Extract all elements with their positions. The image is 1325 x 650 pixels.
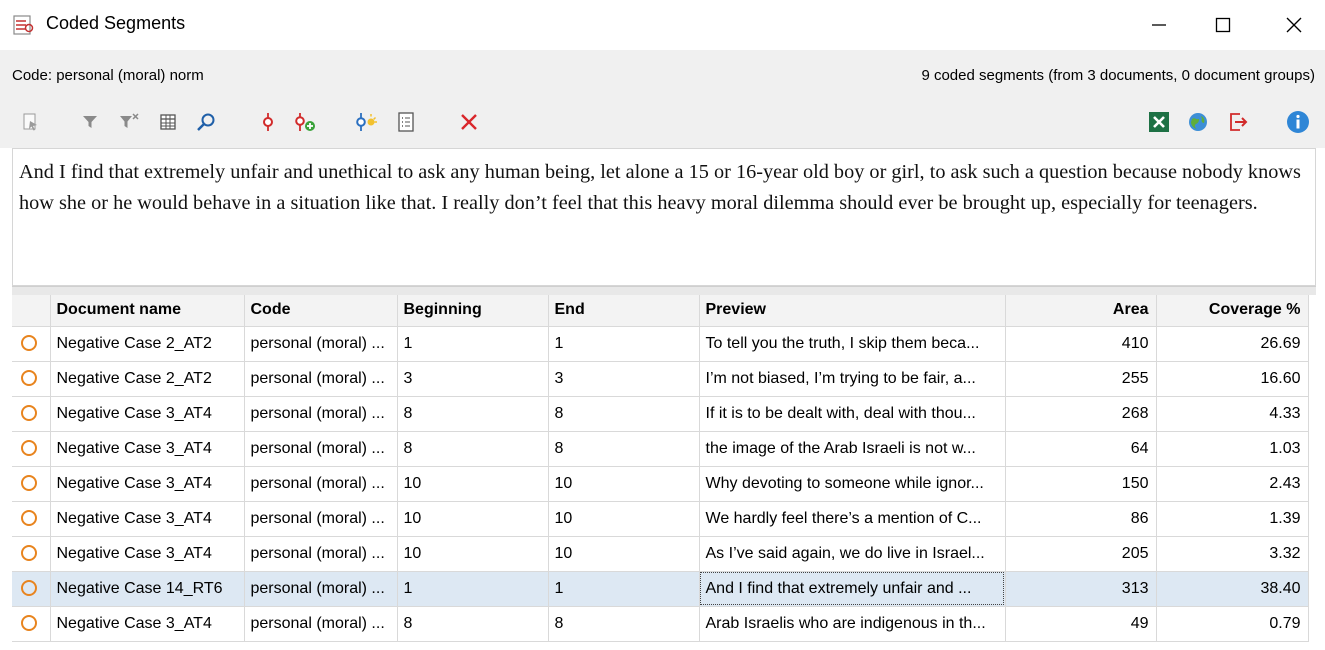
area-cell[interactable]: 150 [1005, 466, 1156, 501]
code-icon[interactable] [254, 108, 282, 136]
segment-cell-icon [12, 606, 50, 641]
web-export-icon[interactable] [1184, 108, 1212, 136]
coverage-cell[interactable]: 16.60 [1156, 361, 1308, 396]
search-icon[interactable] [192, 108, 220, 136]
beginning-cell[interactable]: 10 [397, 466, 548, 501]
delete-icon[interactable] [455, 108, 483, 136]
code-cell[interactable]: personal (moral) ... [244, 361, 397, 396]
coded-segment-icon [21, 335, 37, 351]
preview-cell[interactable]: the image of the Arab Israeli is not w... [699, 431, 1005, 466]
table-row[interactable] [12, 361, 1308, 396]
beginning-cell[interactable]: 1 [397, 571, 548, 606]
preview-cell[interactable]: I’m not biased, I’m trying to be fair, a... [699, 361, 1005, 396]
coded-segment-icon [21, 440, 37, 456]
end-cell[interactable]: 8 [548, 606, 699, 641]
beginning-cell[interactable]: 3 [397, 361, 548, 396]
info-icon[interactable] [1284, 108, 1312, 136]
export-icon[interactable] [1224, 108, 1252, 136]
segment-cell-icon [12, 466, 50, 501]
coded-segment-icon [21, 405, 37, 421]
segment-cell-icon [12, 501, 50, 536]
beginning-cell[interactable]: 8 [397, 396, 548, 431]
area-cell[interactable]: 64 [1005, 431, 1156, 466]
table-row[interactable] [12, 326, 1308, 361]
coverage-cell[interactable]: 1.39 [1156, 501, 1308, 536]
coded-segment-icon [21, 580, 37, 596]
segment-preview-text: And I find that extremely unfair and unethical to ask any human being, let alone a 15 or 16-year old boy or girl, to ask such a question because nobody knows how she or he would behave in a situation like that. I really don’t feel that this heavy moral dilemma should ever be brought up, especially for teenagers. [12, 148, 1316, 286]
table-header-row [12, 295, 1308, 326]
preview-cell[interactable]: We hardly feel there’s a mention of C... [699, 501, 1005, 536]
beginning-cell[interactable]: 10 [397, 536, 548, 571]
pane-splitter[interactable] [12, 286, 1316, 295]
activate-icon[interactable] [17, 108, 45, 136]
close-button[interactable] [1279, 10, 1309, 40]
coded-segments-app-icon [13, 14, 35, 36]
window-title: Coded Segments [46, 13, 186, 33]
end-cell[interactable]: 1 [548, 571, 699, 606]
coded-segments-table [12, 295, 1309, 642]
document-name-cell[interactable]: Negative Case 14_RT6 [50, 571, 244, 606]
minimize-button[interactable] [1144, 10, 1174, 40]
code-label: Code: personal (moral) norm [12, 67, 204, 84]
document-name-cell[interactable]: Negative Case 3_AT4 [50, 501, 244, 536]
column-header-document-name[interactable]: Document name [50, 295, 244, 326]
area-cell[interactable]: 268 [1005, 396, 1156, 431]
code-cell[interactable]: personal (moral) ... [244, 571, 397, 606]
document-name-cell[interactable]: Negative Case 3_AT4 [50, 396, 244, 431]
table-row[interactable] [12, 501, 1308, 536]
toolbar [0, 108, 1325, 140]
preview-cell[interactable]: If it is to be dealt with, deal with thou... [699, 396, 1005, 431]
area-cell[interactable]: 410 [1005, 326, 1156, 361]
title-bar [0, 0, 1325, 50]
beginning-cell[interactable]: 10 [397, 501, 548, 536]
segment-cell-icon [12, 396, 50, 431]
overview-icon[interactable] [392, 108, 420, 136]
document-name-cell[interactable]: Negative Case 2_AT2 [50, 326, 244, 361]
end-cell[interactable]: 10 [548, 501, 699, 536]
segment-cell-icon [12, 326, 50, 361]
end-cell[interactable]: 10 [548, 536, 699, 571]
table-row[interactable] [12, 431, 1308, 466]
coverage-cell[interactable]: 2.43 [1156, 466, 1308, 501]
coverage-cell[interactable]: 38.40 [1156, 571, 1308, 606]
document-name-cell[interactable]: Negative Case 3_AT4 [50, 466, 244, 501]
table-row[interactable] [12, 606, 1308, 641]
beginning-cell[interactable]: 8 [397, 431, 548, 466]
coded-segment-icon [21, 615, 37, 631]
segment-cell-icon [12, 431, 50, 466]
code-cell[interactable]: personal (moral) ... [244, 466, 397, 501]
segment-cell-icon [12, 571, 50, 606]
table-row[interactable] [12, 571, 1308, 606]
end-cell[interactable]: 8 [548, 396, 699, 431]
column-header-area[interactable]: Area [1005, 295, 1156, 326]
end-cell[interactable]: 8 [548, 431, 699, 466]
column-header-beginning[interactable]: Beginning [397, 295, 548, 326]
column-header-code[interactable]: Code [244, 295, 397, 326]
maximize-button[interactable] [1208, 10, 1238, 40]
code-cell[interactable]: personal (moral) ... [244, 396, 397, 431]
beginning-cell[interactable]: 1 [397, 326, 548, 361]
segment-count-label: 9 coded segments (from 3 documents, 0 document groups) [921, 67, 1315, 84]
area-cell[interactable]: 49 [1005, 606, 1156, 641]
area-cell[interactable]: 86 [1005, 501, 1156, 536]
clear-filter-icon[interactable] [115, 108, 143, 136]
excel-export-icon[interactable] [1145, 108, 1173, 136]
document-name-cell[interactable]: Negative Case 3_AT4 [50, 431, 244, 466]
segment-cell-icon [12, 536, 50, 571]
column-header-coverage[interactable]: Coverage % [1156, 295, 1308, 326]
end-cell[interactable]: 1 [548, 326, 699, 361]
coverage-cell[interactable]: 3.32 [1156, 536, 1308, 571]
filter-icon[interactable] [76, 108, 104, 136]
end-cell[interactable]: 3 [548, 361, 699, 396]
code-cell[interactable]: personal (moral) ... [244, 431, 397, 466]
column-header-preview[interactable]: Preview [699, 295, 1005, 326]
coverage-cell[interactable]: 26.69 [1156, 326, 1308, 361]
add-code-icon[interactable] [291, 108, 319, 136]
memo-icon[interactable] [353, 108, 381, 136]
document-name-cell[interactable]: Negative Case 2_AT2 [50, 361, 244, 396]
preview-cell[interactable]: Arab Israelis who are indigenous in th... [699, 606, 1005, 641]
preview-cell[interactable]: And I find that extremely unfair and ... [699, 571, 1005, 606]
coverage-cell[interactable]: 4.33 [1156, 396, 1308, 431]
info-bar [0, 50, 1325, 148]
column-header-icon[interactable] [12, 295, 50, 326]
end-cell[interactable]: 10 [548, 466, 699, 501]
table-row[interactable] [12, 466, 1308, 501]
preview-cell[interactable]: As I’ve said again, we do live in Israel... [699, 536, 1005, 571]
document-name-cell[interactable]: Negative Case 3_AT4 [50, 536, 244, 571]
preview-cell[interactable]: Why devoting to someone while ignor... [699, 466, 1005, 501]
coded-segment-icon [21, 510, 37, 526]
preview-cell[interactable]: To tell you the truth, I skip them beca... [699, 326, 1005, 361]
document-name-cell[interactable]: Negative Case 3_AT4 [50, 606, 244, 641]
area-cell[interactable]: 313 [1005, 571, 1156, 606]
area-cell[interactable]: 255 [1005, 361, 1156, 396]
segment-cell-icon [12, 361, 50, 396]
code-cell[interactable]: personal (moral) ... [244, 536, 397, 571]
code-cell[interactable]: personal (moral) ... [244, 501, 397, 536]
columns-icon[interactable] [154, 108, 182, 136]
area-cell[interactable]: 205 [1005, 536, 1156, 571]
table-row[interactable] [12, 536, 1308, 571]
coded-segment-icon [21, 475, 37, 491]
coded-segment-icon [21, 370, 37, 386]
table-row[interactable] [12, 396, 1308, 431]
beginning-cell[interactable]: 8 [397, 606, 548, 641]
code-cell[interactable]: personal (moral) ... [244, 326, 397, 361]
coverage-cell[interactable]: 0.79 [1156, 606, 1308, 641]
coverage-cell[interactable]: 1.03 [1156, 431, 1308, 466]
code-cell[interactable]: personal (moral) ... [244, 606, 397, 641]
coded-segment-icon [21, 545, 37, 561]
column-header-end[interactable]: End [548, 295, 699, 326]
